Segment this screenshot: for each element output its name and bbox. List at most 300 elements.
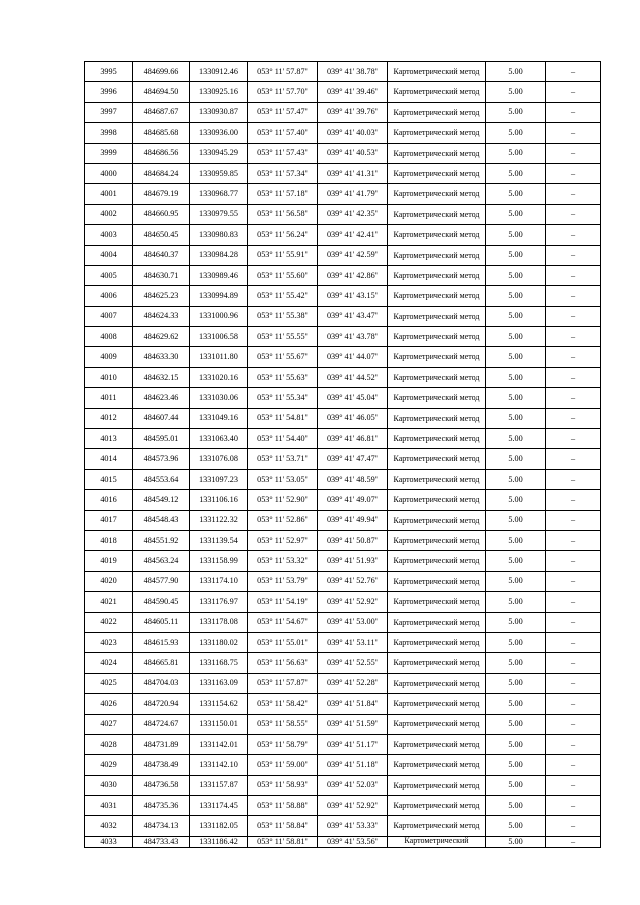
longitude-cell: 039° 41' 43.47"	[318, 306, 388, 326]
coordinates-table	[84, 61, 601, 848]
accuracy-cell: 5.00	[486, 265, 546, 285]
accuracy-cell: 5.00	[486, 755, 546, 775]
table-row	[85, 530, 601, 550]
x-coordinate-cell: 484551.92	[133, 530, 190, 550]
method-cell: Картометрический метод	[388, 245, 486, 265]
note-cell: –	[546, 775, 601, 795]
x-coordinate-cell: 484679.19	[133, 184, 190, 204]
y-coordinate-cell: 1331182.05	[190, 816, 248, 836]
latitude-cell: 053° 11' 57.34"	[248, 163, 318, 183]
accuracy-cell: 5.00	[486, 388, 546, 408]
x-coordinate-cell: 484699.66	[133, 62, 190, 82]
method-cell: Картометрический метод	[388, 530, 486, 550]
point-number-cell: 4000	[85, 163, 133, 183]
table-row	[85, 612, 601, 632]
latitude-cell: 053° 11' 55.42"	[248, 286, 318, 306]
latitude-cell: 053° 11' 54.81"	[248, 408, 318, 428]
y-coordinate-cell: 1331174.10	[190, 571, 248, 591]
longitude-cell: 039° 41' 47.47"	[318, 449, 388, 469]
accuracy-cell: 5.00	[486, 612, 546, 632]
latitude-cell: 053° 11' 58.79"	[248, 734, 318, 754]
method-cell: Картометрический метод	[388, 816, 486, 836]
table-row	[85, 816, 601, 836]
x-coordinate-cell: 484694.50	[133, 82, 190, 102]
point-number-cell: 4033	[85, 836, 133, 847]
method-cell: Картометрический метод	[388, 571, 486, 591]
longitude-cell: 039° 41' 53.56"	[318, 836, 388, 847]
longitude-cell: 039° 41' 41.31"	[318, 163, 388, 183]
longitude-cell: 039° 41' 43.15"	[318, 286, 388, 306]
table-row	[85, 143, 601, 163]
table-row	[85, 510, 601, 530]
point-number-cell: 4018	[85, 530, 133, 550]
method-cell: Картометрический метод	[388, 408, 486, 428]
note-cell: –	[546, 571, 601, 591]
point-number-cell: 3998	[85, 123, 133, 143]
note-cell: –	[546, 347, 601, 367]
table-row	[85, 755, 601, 775]
method-cell: Картометрический метод	[388, 775, 486, 795]
table-row	[85, 714, 601, 734]
method-cell: Картометрический метод	[388, 449, 486, 469]
accuracy-cell: 5.00	[486, 184, 546, 204]
y-coordinate-cell: 1331178.08	[190, 612, 248, 632]
y-coordinate-cell: 1331000.96	[190, 306, 248, 326]
x-coordinate-cell: 484687.67	[133, 102, 190, 122]
y-coordinate-cell: 1331122.32	[190, 510, 248, 530]
latitude-cell: 053° 11' 57.87"	[248, 673, 318, 693]
latitude-cell: 053° 11' 56.24"	[248, 225, 318, 245]
y-coordinate-cell: 1330945.29	[190, 143, 248, 163]
longitude-cell: 039° 41' 49.07"	[318, 490, 388, 510]
table-row	[85, 449, 601, 469]
note-cell: –	[546, 551, 601, 571]
method-cell: Картометрический метод	[388, 694, 486, 714]
point-number-cell: 4003	[85, 225, 133, 245]
longitude-cell: 039° 41' 52.92"	[318, 796, 388, 816]
table-row	[85, 184, 601, 204]
accuracy-cell: 5.00	[486, 796, 546, 816]
accuracy-cell: 5.00	[486, 571, 546, 591]
x-coordinate-cell: 484624.33	[133, 306, 190, 326]
note-cell: –	[546, 62, 601, 82]
latitude-cell: 053° 11' 54.40"	[248, 429, 318, 449]
note-cell: –	[546, 204, 601, 224]
y-coordinate-cell: 1331020.16	[190, 367, 248, 387]
y-coordinate-cell: 1331097.23	[190, 469, 248, 489]
table-row	[85, 734, 601, 754]
table-row	[85, 408, 601, 428]
table-row	[85, 388, 601, 408]
table-row	[85, 102, 601, 122]
latitude-cell: 053° 11' 55.91"	[248, 245, 318, 265]
point-number-cell: 4024	[85, 653, 133, 673]
table-row	[85, 469, 601, 489]
table-row	[85, 673, 601, 693]
method-cell: Картометрический	[388, 836, 486, 847]
point-number-cell: 4019	[85, 551, 133, 571]
latitude-cell: 053° 11' 57.40"	[248, 123, 318, 143]
y-coordinate-cell: 1331076.08	[190, 449, 248, 469]
y-coordinate-cell: 1331168.75	[190, 653, 248, 673]
longitude-cell: 039° 41' 52.92"	[318, 592, 388, 612]
note-cell: –	[546, 163, 601, 183]
longitude-cell: 039° 41' 39.46"	[318, 82, 388, 102]
note-cell: –	[546, 612, 601, 632]
x-coordinate-cell: 484549.12	[133, 490, 190, 510]
method-cell: Картометрический метод	[388, 551, 486, 571]
x-coordinate-cell: 484595.01	[133, 429, 190, 449]
note-cell: –	[546, 123, 601, 143]
table-row	[85, 265, 601, 285]
method-cell: Картометрический метод	[388, 429, 486, 449]
longitude-cell: 039° 41' 50.87"	[318, 530, 388, 550]
x-coordinate-cell: 484607.44	[133, 408, 190, 428]
note-cell: –	[546, 429, 601, 449]
y-coordinate-cell: 1330984.28	[190, 245, 248, 265]
note-cell: –	[546, 632, 601, 652]
point-number-cell: 4001	[85, 184, 133, 204]
method-cell: Картометрический метод	[388, 327, 486, 347]
accuracy-cell: 5.00	[486, 245, 546, 265]
latitude-cell: 053° 11' 54.19"	[248, 592, 318, 612]
note-cell: –	[546, 82, 601, 102]
x-coordinate-cell: 484734.13	[133, 816, 190, 836]
note-cell: –	[546, 184, 601, 204]
latitude-cell: 053° 11' 56.58"	[248, 204, 318, 224]
latitude-cell: 053° 11' 55.01"	[248, 632, 318, 652]
latitude-cell: 053° 11' 52.97"	[248, 530, 318, 550]
note-cell: –	[546, 755, 601, 775]
y-coordinate-cell: 1330912.46	[190, 62, 248, 82]
method-cell: Картометрический метод	[388, 347, 486, 367]
y-coordinate-cell: 1331180.02	[190, 632, 248, 652]
y-coordinate-cell: 1331176.97	[190, 592, 248, 612]
point-number-cell: 4022	[85, 612, 133, 632]
table-row	[85, 571, 601, 591]
latitude-cell: 053° 11' 58.81"	[248, 836, 318, 847]
table-row	[85, 306, 601, 326]
latitude-cell: 053° 11' 57.43"	[248, 143, 318, 163]
x-coordinate-cell: 484615.93	[133, 632, 190, 652]
point-number-cell: 4017	[85, 510, 133, 530]
accuracy-cell: 5.00	[486, 673, 546, 693]
table-row	[85, 62, 601, 82]
longitude-cell: 039° 41' 40.53"	[318, 143, 388, 163]
accuracy-cell: 5.00	[486, 530, 546, 550]
method-cell: Картометрический метод	[388, 82, 486, 102]
point-number-cell: 4030	[85, 775, 133, 795]
accuracy-cell: 5.00	[486, 734, 546, 754]
point-number-cell: 4026	[85, 694, 133, 714]
y-coordinate-cell: 1331174.45	[190, 796, 248, 816]
table-row	[85, 163, 601, 183]
longitude-cell: 039° 41' 42.59"	[318, 245, 388, 265]
accuracy-cell: 5.00	[486, 327, 546, 347]
latitude-cell: 053° 11' 52.86"	[248, 510, 318, 530]
longitude-cell: 039° 41' 51.59"	[318, 714, 388, 734]
x-coordinate-cell: 484632.15	[133, 367, 190, 387]
accuracy-cell: 5.00	[486, 836, 546, 847]
method-cell: Картометрический метод	[388, 510, 486, 530]
point-number-cell: 4002	[85, 204, 133, 224]
point-number-cell: 4014	[85, 449, 133, 469]
latitude-cell: 053° 11' 55.34"	[248, 388, 318, 408]
latitude-cell: 053° 11' 52.90"	[248, 490, 318, 510]
y-coordinate-cell: 1330925.16	[190, 82, 248, 102]
latitude-cell: 053° 11' 56.63"	[248, 653, 318, 673]
longitude-cell: 039° 41' 45.04"	[318, 388, 388, 408]
y-coordinate-cell: 1331139.54	[190, 530, 248, 550]
longitude-cell: 039° 41' 51.93"	[318, 551, 388, 571]
table-row	[85, 367, 601, 387]
y-coordinate-cell: 1330936.00	[190, 123, 248, 143]
y-coordinate-cell: 1331142.10	[190, 755, 248, 775]
accuracy-cell: 5.00	[486, 143, 546, 163]
method-cell: Картометрический метод	[388, 143, 486, 163]
note-cell: –	[546, 306, 601, 326]
note-cell: –	[546, 388, 601, 408]
method-cell: Картометрический метод	[388, 163, 486, 183]
x-coordinate-cell: 484625.23	[133, 286, 190, 306]
x-coordinate-cell: 484573.96	[133, 449, 190, 469]
method-cell: Картометрический метод	[388, 225, 486, 245]
point-number-cell: 4009	[85, 347, 133, 367]
latitude-cell: 053° 11' 53.71"	[248, 449, 318, 469]
method-cell: Картометрический метод	[388, 755, 486, 775]
accuracy-cell: 5.00	[486, 816, 546, 836]
note-cell: –	[546, 449, 601, 469]
note-cell: –	[546, 530, 601, 550]
x-coordinate-cell: 484733.43	[133, 836, 190, 847]
longitude-cell: 039° 41' 49.94"	[318, 510, 388, 530]
point-number-cell: 4029	[85, 755, 133, 775]
method-cell: Картометрический метод	[388, 367, 486, 387]
latitude-cell: 053° 11' 57.70"	[248, 82, 318, 102]
x-coordinate-cell: 484665.81	[133, 653, 190, 673]
x-coordinate-cell: 484553.64	[133, 469, 190, 489]
accuracy-cell: 5.00	[486, 82, 546, 102]
note-cell: –	[546, 245, 601, 265]
table-row	[85, 429, 601, 449]
method-cell: Картометрический метод	[388, 306, 486, 326]
method-cell: Картометрический метод	[388, 612, 486, 632]
y-coordinate-cell: 1331063.40	[190, 429, 248, 449]
accuracy-cell: 5.00	[486, 306, 546, 326]
x-coordinate-cell: 484738.49	[133, 755, 190, 775]
longitude-cell: 039° 41' 53.00"	[318, 612, 388, 632]
y-coordinate-cell: 1330930.87	[190, 102, 248, 122]
method-cell: Картометрический метод	[388, 184, 486, 204]
note-cell: –	[546, 102, 601, 122]
x-coordinate-cell: 484623.46	[133, 388, 190, 408]
point-number-cell: 4013	[85, 429, 133, 449]
accuracy-cell: 5.00	[486, 592, 546, 612]
y-coordinate-cell: 1330968.77	[190, 184, 248, 204]
note-cell: –	[546, 694, 601, 714]
longitude-cell: 039° 41' 48.59"	[318, 469, 388, 489]
note-cell: –	[546, 286, 601, 306]
method-cell: Картометрический метод	[388, 123, 486, 143]
longitude-cell: 039° 41' 51.18"	[318, 755, 388, 775]
note-cell: –	[546, 490, 601, 510]
longitude-cell: 039° 41' 44.07"	[318, 347, 388, 367]
x-coordinate-cell: 484629.62	[133, 327, 190, 347]
table-row	[85, 204, 601, 224]
method-cell: Картометрический метод	[388, 388, 486, 408]
latitude-cell: 053° 11' 58.93"	[248, 775, 318, 795]
longitude-cell: 039° 41' 52.55"	[318, 653, 388, 673]
note-cell: –	[546, 653, 601, 673]
method-cell: Картометрический метод	[388, 102, 486, 122]
point-number-cell: 3999	[85, 143, 133, 163]
table-row	[85, 286, 601, 306]
note-cell: –	[546, 367, 601, 387]
accuracy-cell: 5.00	[486, 469, 546, 489]
longitude-cell: 039° 41' 40.03"	[318, 123, 388, 143]
longitude-cell: 039° 41' 53.33"	[318, 816, 388, 836]
point-number-cell: 4012	[85, 408, 133, 428]
point-number-cell: 4023	[85, 632, 133, 652]
point-number-cell: 4020	[85, 571, 133, 591]
y-coordinate-cell: 1331142.01	[190, 734, 248, 754]
accuracy-cell: 5.00	[486, 62, 546, 82]
note-cell: –	[546, 734, 601, 754]
table-row	[85, 592, 601, 612]
longitude-cell: 039° 41' 52.03"	[318, 775, 388, 795]
longitude-cell: 039° 41' 43.78"	[318, 327, 388, 347]
method-cell: Картометрический метод	[388, 734, 486, 754]
x-coordinate-cell: 484650.45	[133, 225, 190, 245]
latitude-cell: 053° 11' 58.88"	[248, 796, 318, 816]
point-number-cell: 4027	[85, 714, 133, 734]
longitude-cell: 039° 41' 42.41"	[318, 225, 388, 245]
note-cell: –	[546, 796, 601, 816]
note-cell: –	[546, 265, 601, 285]
table-row	[85, 347, 601, 367]
note-cell: –	[546, 225, 601, 245]
point-number-cell: 4008	[85, 327, 133, 347]
x-coordinate-cell: 484660.95	[133, 204, 190, 224]
accuracy-cell: 5.00	[486, 204, 546, 224]
method-cell: Картометрический метод	[388, 62, 486, 82]
x-coordinate-cell: 484720.94	[133, 694, 190, 714]
point-number-cell: 4032	[85, 816, 133, 836]
table-row	[85, 551, 601, 571]
accuracy-cell: 5.00	[486, 123, 546, 143]
note-cell: –	[546, 836, 601, 847]
method-cell: Картометрический метод	[388, 632, 486, 652]
accuracy-cell: 5.00	[486, 225, 546, 245]
longitude-cell: 039° 41' 41.79"	[318, 184, 388, 204]
table-row	[85, 796, 601, 816]
x-coordinate-cell: 484548.43	[133, 510, 190, 530]
latitude-cell: 053° 11' 58.84"	[248, 816, 318, 836]
latitude-cell: 053° 11' 58.42"	[248, 694, 318, 714]
accuracy-cell: 5.00	[486, 347, 546, 367]
method-cell: Картометрический метод	[388, 673, 486, 693]
latitude-cell: 053° 11' 57.18"	[248, 184, 318, 204]
y-coordinate-cell: 1331163.09	[190, 673, 248, 693]
x-coordinate-cell: 484704.03	[133, 673, 190, 693]
latitude-cell: 053° 11' 55.67"	[248, 347, 318, 367]
accuracy-cell: 5.00	[486, 408, 546, 428]
longitude-cell: 039° 41' 51.84"	[318, 694, 388, 714]
y-coordinate-cell: 1330989.46	[190, 265, 248, 285]
longitude-cell: 039° 41' 51.17"	[318, 734, 388, 754]
method-cell: Картометрический метод	[388, 265, 486, 285]
latitude-cell: 053° 11' 57.47"	[248, 102, 318, 122]
y-coordinate-cell: 1330980.83	[190, 225, 248, 245]
x-coordinate-cell: 484590.45	[133, 592, 190, 612]
x-coordinate-cell: 484577.90	[133, 571, 190, 591]
longitude-cell: 039° 41' 38.78"	[318, 62, 388, 82]
longitude-cell: 039° 41' 42.86"	[318, 265, 388, 285]
longitude-cell: 039° 41' 53.11"	[318, 632, 388, 652]
method-cell: Картометрический метод	[388, 490, 486, 510]
method-cell: Картометрический метод	[388, 653, 486, 673]
point-number-cell: 4010	[85, 367, 133, 387]
accuracy-cell: 5.00	[486, 714, 546, 734]
table-row	[85, 327, 601, 347]
note-cell: –	[546, 592, 601, 612]
accuracy-cell: 5.00	[486, 510, 546, 530]
longitude-cell: 039° 41' 46.05"	[318, 408, 388, 428]
point-number-cell: 4004	[85, 245, 133, 265]
accuracy-cell: 5.00	[486, 163, 546, 183]
longitude-cell: 039° 41' 52.76"	[318, 571, 388, 591]
accuracy-cell: 5.00	[486, 102, 546, 122]
x-coordinate-cell: 484633.30	[133, 347, 190, 367]
method-cell: Картометрический метод	[388, 286, 486, 306]
y-coordinate-cell: 1331154.62	[190, 694, 248, 714]
point-number-cell: 4011	[85, 388, 133, 408]
note-cell: –	[546, 673, 601, 693]
longitude-cell: 039° 41' 44.52"	[318, 367, 388, 387]
table-row	[85, 694, 601, 714]
point-number-cell: 4028	[85, 734, 133, 754]
y-coordinate-cell: 1330994.89	[190, 286, 248, 306]
y-coordinate-cell: 1330979.55	[190, 204, 248, 224]
method-cell: Картометрический метод	[388, 796, 486, 816]
accuracy-cell: 5.00	[486, 632, 546, 652]
y-coordinate-cell: 1331157.87	[190, 775, 248, 795]
point-number-cell: 4025	[85, 673, 133, 693]
y-coordinate-cell: 1331049.16	[190, 408, 248, 428]
accuracy-cell: 5.00	[486, 429, 546, 449]
x-coordinate-cell: 484735.36	[133, 796, 190, 816]
accuracy-cell: 5.00	[486, 286, 546, 306]
latitude-cell: 053° 11' 55.63"	[248, 367, 318, 387]
note-cell: –	[546, 816, 601, 836]
table-row	[85, 632, 601, 652]
table-row	[85, 123, 601, 143]
latitude-cell: 053° 11' 53.79"	[248, 571, 318, 591]
table-row	[85, 490, 601, 510]
point-number-cell: 4006	[85, 286, 133, 306]
note-cell: –	[546, 408, 601, 428]
latitude-cell: 053° 11' 53.32"	[248, 551, 318, 571]
longitude-cell: 039° 41' 39.76"	[318, 102, 388, 122]
point-number-cell: 4005	[85, 265, 133, 285]
accuracy-cell: 5.00	[486, 775, 546, 795]
latitude-cell: 053° 11' 58.55"	[248, 714, 318, 734]
x-coordinate-cell: 484640.37	[133, 245, 190, 265]
table-row	[85, 653, 601, 673]
accuracy-cell: 5.00	[486, 653, 546, 673]
method-cell: Картометрический метод	[388, 469, 486, 489]
x-coordinate-cell: 484685.68	[133, 123, 190, 143]
